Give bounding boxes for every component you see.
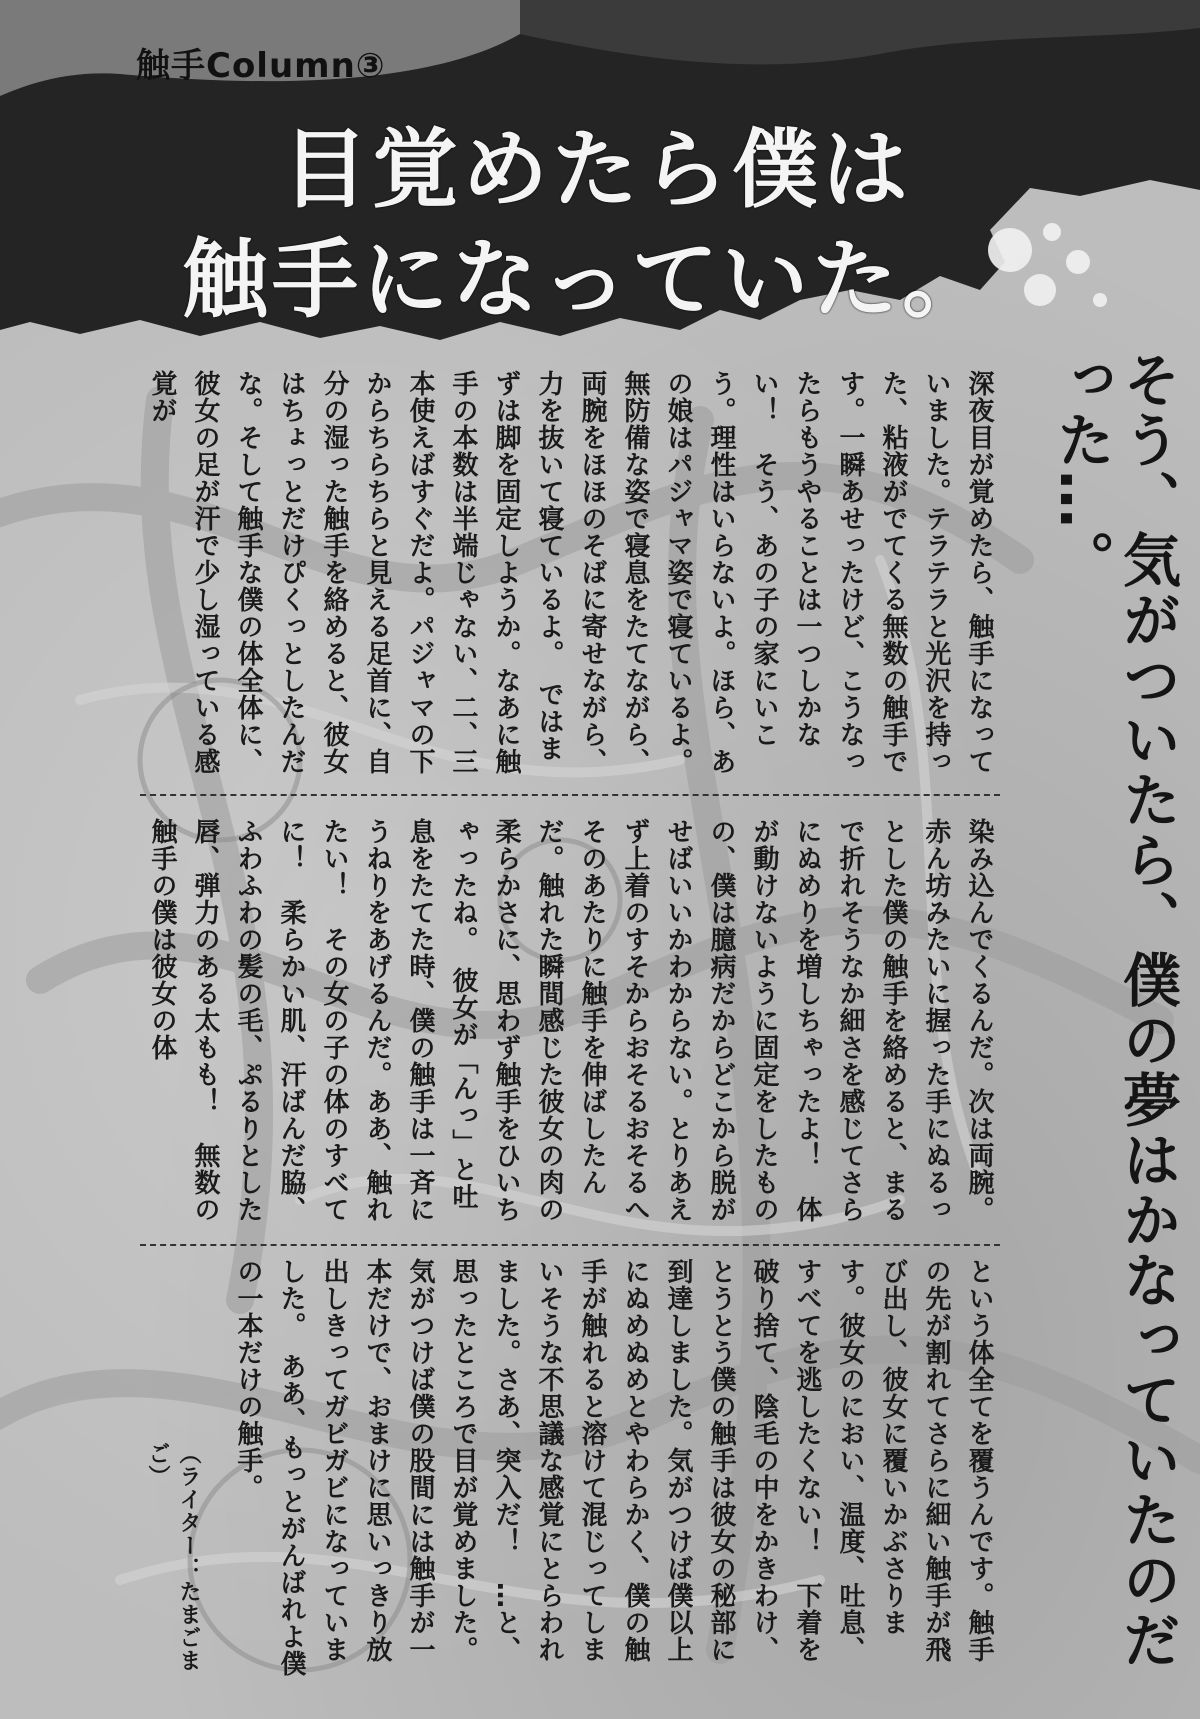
section-divider: [140, 794, 1000, 796]
column-label: 触手Column③: [136, 46, 386, 86]
page-title-line-1: 目覚めたら僕は: [282, 120, 912, 220]
body-text-block-3: という体全てを覆うんです。触手の先が割れてさらに細い触手が飛び出し、彼女に覆いかぶさります。彼女のにおい、温度、吐息、すべてを逃したくない！ 下着を破り捨て、陰毛の中をかきわけ、とうとう僕の触手は彼女の秘部に到達しました。気がつけば僕以上にぬめぬめとやわらかく、僕の触手が触れると溶けて混じってしまいそうな不思議な感覚にとらわれました。さあ、突入だ！ …と、思ったところで目が覚めました。気がつけば僕の股間には触手が一本だけで、おまけに思いっきり放出しきってガビガビになっていました。 ああ、もっとがんばれよ僕の一本だけの触手。: [233, 1258, 994, 1677]
body-text-block-2: 染み込んでくるんだ。次は両腕。赤ん坊みたいに握った手にぬるっとした僕の触手を絡めると、まるで折れそうなか細さを感じてさらにぬめりを増しちゃったよ！ 体が動けないように固定をしたものの、僕は臆病だからどこから脱がせばいいかわからない。とりあえず上着のすそからおそるおそるへそのあたりに触手を伸ばしたんだ。触れた瞬間感じた彼女の肉の柔らかさに、思わず触手をひいちゃったね。 彼女が「んっ」と吐息をたてた時、僕の触手は一斉にうねりをあげるんだ。ああ、触れたい！ その女の子の体のすべてに！ 柔らかい肌、汗ばんだ脇、ふわふわの髪の毛、ぷるりとした唇、弾力のある太もも！ 無数の触手の僕は彼女の体: [147, 818, 994, 1223]
writer-credit: （ライター：たまごまご）: [145, 1442, 201, 1672]
vertical-tagline: そう、気がついたら、僕の夢はかなっていたのだった…。: [1047, 350, 1181, 1670]
page-title-line-2: 触手になっていた。: [182, 230, 992, 330]
section-divider: [140, 1244, 1000, 1246]
body-text-block-1: 深夜目が覚めたら、触手になっていました。テラテラと光沢を持った、粘液がでてくる無数の触手です。一瞬あせったけど、こうなったらもうやることは一つしかない！ そう、あの子の家にいこう。理性はいらないよ。ほら、あの娘はパジャマ姿で寝ているよ。無防備な姿で寝息をたてながら、両腕をほほのそばに寄せながら、力を抜いて寝ているよ。 ではまずは脚を固定しようか。なあに触手の本数は半端じゃない、二、三本使えばすぐだよ。パジャマの下からちらちらと見える足首に、自分の湿った触手を絡めると、彼女はちょっとだけぴくっとしたんだな。そして触手な僕の体全体に、彼女の足が汗で少し湿っている感覚が: [147, 370, 994, 775]
